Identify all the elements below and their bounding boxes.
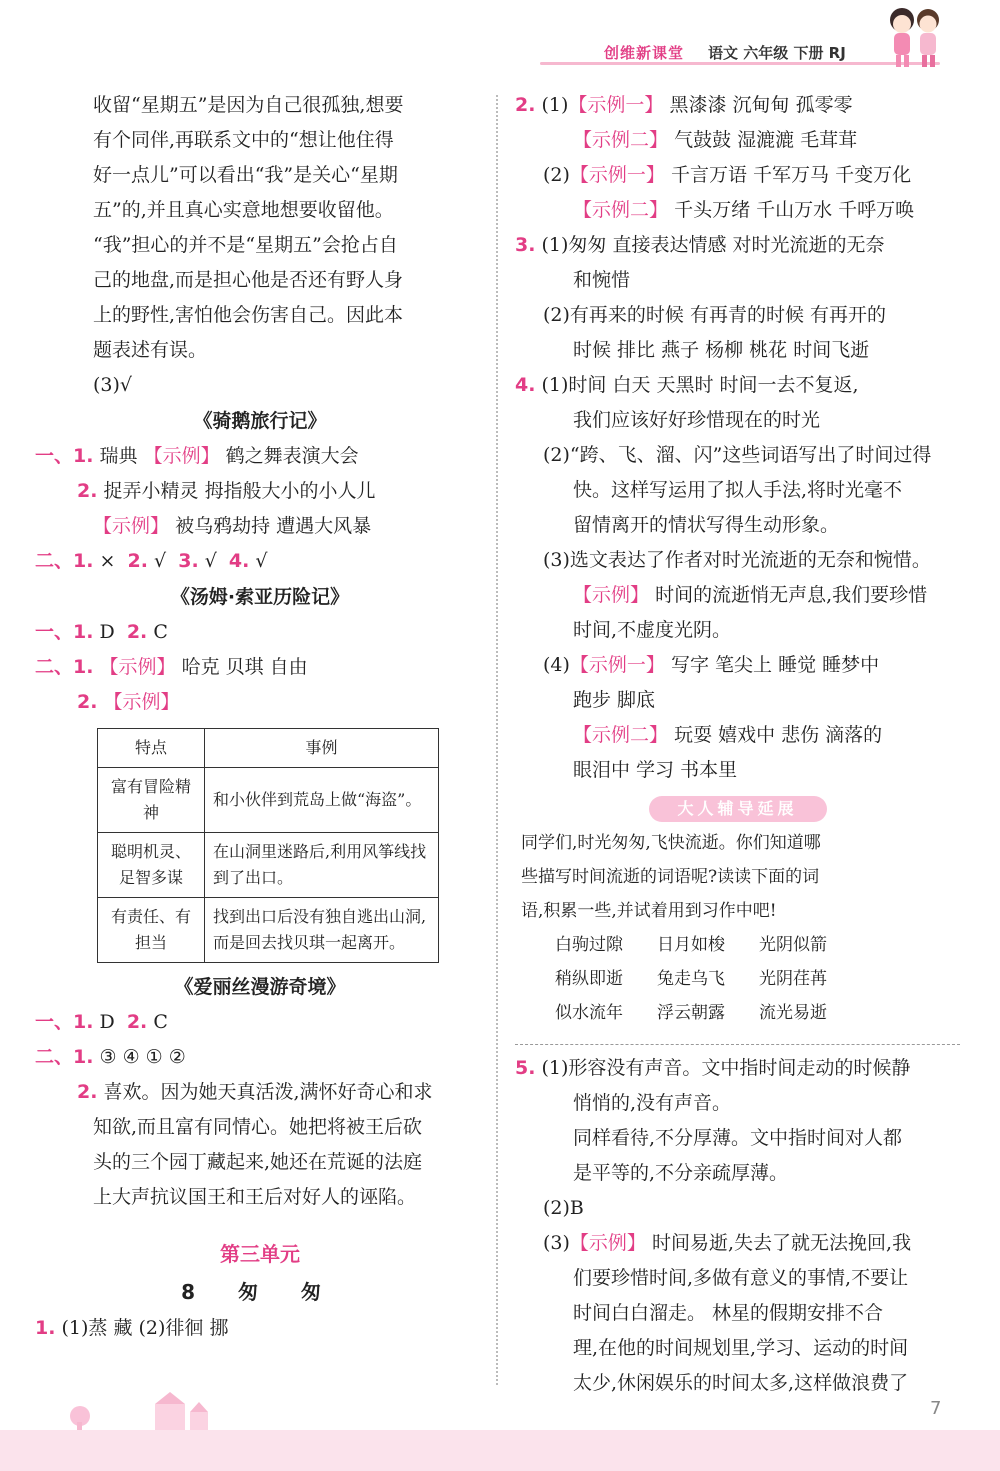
answer-line: 我们应该好好珍惜现在的时光 bbox=[573, 409, 821, 431]
answer-line bbox=[35, 1040, 485, 1075]
answer-text: (1)蒸 藏 (2)徘徊 挪 bbox=[61, 1317, 229, 1339]
answer-text: √ bbox=[204, 550, 217, 572]
answer-line bbox=[35, 474, 485, 509]
idiom-grid bbox=[515, 928, 960, 1030]
book-title: 《骑鹅旅行记》 bbox=[193, 410, 327, 432]
question-number: 一、1. bbox=[35, 445, 94, 467]
page-header bbox=[0, 0, 1000, 75]
answer-line: 时候 排比 燕子 杨柳 桃花 时间飞逝 bbox=[573, 339, 870, 361]
question-number: 二、1. bbox=[35, 656, 94, 678]
answer-line bbox=[35, 544, 485, 579]
question-number: 二、1. bbox=[35, 1046, 94, 1068]
answer-line: 眼泪中 学习 书本里 bbox=[573, 759, 738, 781]
table-row bbox=[98, 898, 439, 963]
right-column bbox=[515, 88, 960, 1401]
answer-line bbox=[515, 1051, 960, 1086]
question-number: 2. bbox=[77, 1081, 98, 1103]
answer-line bbox=[515, 88, 960, 123]
lesson-title: 8 匆 匆 bbox=[181, 1280, 339, 1304]
traits-table bbox=[97, 728, 439, 963]
answer-line: 时间,不虚度光阴。 bbox=[573, 619, 732, 641]
example-tag: 【示例】 bbox=[103, 691, 180, 713]
extension-text: 些描写时间流逝的词语呢?读读下面的词 bbox=[521, 867, 820, 887]
answer-text: 喜欢。因为她天真活泼,满怀好奇心和求 bbox=[103, 1081, 433, 1103]
table-header: 事例 bbox=[205, 729, 439, 768]
example-tag: 【示例一】 bbox=[568, 94, 664, 116]
answer-text: ③ ④ ① ② bbox=[99, 1046, 186, 1068]
answer-line bbox=[515, 648, 960, 683]
answer-line bbox=[35, 439, 485, 474]
example-tag: 【示例】 bbox=[573, 584, 650, 606]
answer-line: 上的野性,害怕他会伤害自己。因此本 bbox=[93, 304, 404, 326]
example-tag: 【示例】 bbox=[143, 445, 220, 467]
section-divider bbox=[515, 1044, 960, 1045]
example-tag: 【示例二】 bbox=[573, 724, 669, 746]
answer-text: (1)匆匆 直接表达情感 对时光流逝的无奈 bbox=[541, 234, 885, 256]
table-cell: 和小伙伴到荒岛上做“海盗”。 bbox=[205, 768, 439, 833]
answer-text: 时间的流逝悄无声息,我们要珍惜 bbox=[655, 584, 928, 606]
answer-line bbox=[35, 685, 485, 720]
answer-text: (2) bbox=[543, 164, 570, 186]
answer-text: 哈克 贝琪 自由 bbox=[181, 656, 308, 678]
question-number: 2. bbox=[77, 480, 98, 502]
question-number: 3. bbox=[178, 550, 199, 572]
answer-text: √ bbox=[255, 550, 268, 572]
answer-line bbox=[515, 193, 960, 228]
question-number: 二、1. bbox=[35, 550, 94, 572]
answer-line bbox=[515, 718, 960, 753]
answer-line: 是平等的,不分亲疏厚薄。 bbox=[573, 1162, 789, 1184]
answer-text: 玩耍 嬉戏中 悲伤 滴落的 bbox=[674, 724, 883, 746]
question-number: 一、1. bbox=[35, 1011, 94, 1033]
answer-line bbox=[35, 615, 485, 650]
answer-text: C bbox=[153, 1011, 168, 1033]
question-number: 5. bbox=[515, 1057, 536, 1079]
cartoon-kids-icon bbox=[880, 0, 950, 72]
table-cell: 聪明机灵、足智多谋 bbox=[98, 833, 205, 898]
question-number: 3. bbox=[515, 234, 536, 256]
answer-line: 理,在他的时间规划里,学习、运动的时间 bbox=[573, 1337, 909, 1359]
example-tag: 【示例】 bbox=[569, 1232, 646, 1254]
answer-line bbox=[515, 1226, 960, 1261]
answer-line: (2)“跨、飞、溜、闪”这些词语写出了时间过得 bbox=[543, 444, 932, 466]
example-tag: 【示例】 bbox=[99, 656, 176, 678]
answer-text: (1)形容没有声音。文中指时间走动的时候静 bbox=[541, 1057, 911, 1079]
book-title: 《爱丽丝漫游奇境》 bbox=[174, 976, 346, 998]
subject-label: 语文 六年级 下册 RJ bbox=[708, 44, 846, 62]
question-number: 2. bbox=[126, 621, 148, 643]
table-cell: 富有冒险精神 bbox=[98, 768, 205, 833]
answer-line: 题表述有误。 bbox=[93, 339, 208, 361]
answer-text: 千言万语 千军万马 千变万化 bbox=[670, 164, 912, 186]
answer-line: (3)√ bbox=[93, 374, 133, 396]
idiom: 流光易逝 bbox=[759, 1003, 827, 1023]
extension-text: 同学们,时光匆匆,飞快流逝。你们知道哪 bbox=[521, 833, 821, 853]
idiom: 似水流年 bbox=[555, 1003, 623, 1023]
table-row bbox=[98, 729, 439, 768]
idiom: 浮云朝露 bbox=[657, 1003, 725, 1023]
unit-title: 第三单元 bbox=[220, 1242, 300, 1266]
answer-text: 千头万绪 千山万水 千呼万唤 bbox=[674, 199, 915, 221]
answer-line: (2)B bbox=[543, 1197, 584, 1219]
answer-text: (3) bbox=[543, 1232, 570, 1254]
answer-line: 留情离开的情状写得生动形象。 bbox=[573, 514, 840, 536]
brand-title: 创维新课堂 bbox=[604, 44, 685, 62]
answer-text: D bbox=[99, 1011, 115, 1033]
column-divider bbox=[496, 95, 498, 1385]
answer-line: 己的地盘,而是担心他是否还有野人身 bbox=[93, 269, 404, 291]
answer-text: (1)时间 白天 天黑时 时间一去不复返, bbox=[541, 374, 859, 396]
page-number: 7 bbox=[930, 1398, 942, 1419]
answer-line: 有个同伴,再联系文中的“想让他住得 bbox=[93, 129, 394, 151]
idiom: 兔走乌飞 bbox=[657, 969, 725, 989]
answer-line: 快。这样写运用了拟人手法,将时光毫不 bbox=[573, 479, 903, 501]
table-cell: 在山洞里迷路后,利用风筝线找到了出口。 bbox=[205, 833, 439, 898]
answer-line bbox=[515, 123, 960, 158]
answer-text: 写字 笔尖上 睡觉 睡梦中 bbox=[670, 654, 880, 676]
answer-line bbox=[35, 509, 485, 544]
question-number: 2. bbox=[127, 550, 148, 572]
castle-decoration-icon bbox=[60, 1392, 220, 1432]
answer-text: C bbox=[153, 621, 168, 643]
answer-text: 瑞典 bbox=[99, 445, 138, 467]
example-tag: 【示例二】 bbox=[573, 199, 669, 221]
idiom: 光阴荏苒 bbox=[759, 969, 827, 989]
answer-text: 气鼓鼓 湿漉漉 毛茸茸 bbox=[674, 129, 858, 151]
extension-text: 语,积累一些,并试着用到习作中吧! bbox=[521, 901, 777, 921]
idiom: 日月如梭 bbox=[657, 935, 725, 955]
answer-text: (4) bbox=[543, 654, 570, 676]
answer-text: 时间易逝,失去了就无法挽回,我 bbox=[651, 1232, 912, 1254]
answer-line bbox=[35, 1311, 485, 1346]
answer-line bbox=[515, 578, 960, 613]
table-row bbox=[98, 833, 439, 898]
answer-line: 同样看待,不分厚薄。文中指时间对人都 bbox=[573, 1127, 903, 1149]
answer-line: “我”担心的并不是“星期五”会抢占自 bbox=[93, 234, 398, 256]
answer-line bbox=[515, 228, 960, 263]
answer-line: 知欲,而且富有同情心。她把将被王后砍 bbox=[93, 1116, 423, 1138]
answer-line: 太少,休闲娱乐的时间太多,这样做浪费了 bbox=[573, 1372, 909, 1394]
answer-line: 悄悄的,没有声音。 bbox=[573, 1092, 732, 1114]
answer-line bbox=[35, 1075, 485, 1110]
answer-text: × bbox=[99, 550, 116, 572]
table-header: 特点 bbox=[98, 729, 205, 768]
answer-line bbox=[515, 158, 960, 193]
question-number: 2. bbox=[77, 691, 98, 713]
idiom: 光阴似箭 bbox=[759, 935, 827, 955]
table-cell: 有责任、有担当 bbox=[98, 898, 205, 963]
extension-banner: 大人辅导延展 bbox=[649, 796, 827, 822]
answer-text: 鹤之舞表演大会 bbox=[225, 445, 359, 467]
page-footer-band bbox=[0, 1430, 1000, 1471]
answer-line: 头的三个园丁藏起来,她还在荒诞的法庭 bbox=[93, 1151, 423, 1173]
answer-line: 上大声抗议国王和王后对好人的诬陷。 bbox=[93, 1186, 417, 1208]
answer-text: 黑漆漆 沉甸甸 孤零零 bbox=[669, 94, 853, 116]
answer-line: 好一点儿”可以看出“我”是关心“星期 bbox=[93, 164, 398, 186]
answer-line: 时间白白溜走。 林星的假期安排不合 bbox=[573, 1302, 884, 1324]
answer-text: (1) bbox=[541, 94, 569, 116]
answer-text: √ bbox=[154, 550, 167, 572]
idiom: 白驹过隙 bbox=[555, 935, 623, 955]
question-number: 一、1. bbox=[35, 621, 94, 643]
answer-line bbox=[35, 1005, 485, 1040]
answer-line: 五”的,并且真心实意地想要收留他。 bbox=[93, 199, 394, 221]
answer-line bbox=[35, 650, 485, 685]
table-row bbox=[98, 768, 439, 833]
question-number: 2. bbox=[126, 1011, 148, 1033]
answer-text: 捉弄小精灵 拇指般大小的小人儿 bbox=[103, 480, 376, 502]
answer-line: 和惋惜 bbox=[573, 269, 631, 291]
table-cell: 找到出口后没有独自逃出山洞,而是回去找贝琪一起离开。 bbox=[205, 898, 439, 963]
question-number: 4. bbox=[515, 374, 536, 396]
example-tag: 【示例】 bbox=[93, 515, 170, 537]
answer-text: 被乌鸦劫持 遭遇大风暴 bbox=[175, 515, 372, 537]
answer-line: 收留“星期五”是因为自己很孤独,想要 bbox=[93, 94, 404, 116]
left-column bbox=[35, 88, 485, 1346]
question-number: 4. bbox=[228, 550, 250, 572]
answer-line: (2)有再来的时候 有再青的时候 有再开的 bbox=[543, 304, 886, 326]
question-number: 2. bbox=[515, 94, 536, 116]
idiom: 稍纵即逝 bbox=[555, 969, 623, 989]
example-tag: 【示例一】 bbox=[569, 654, 665, 676]
answer-text: D bbox=[99, 621, 115, 643]
example-tag: 【示例二】 bbox=[573, 129, 669, 151]
book-title: 《汤姆·索亚历险记》 bbox=[170, 586, 350, 608]
answer-line: 们要珍惜时间,多做有意义的事情,不要让 bbox=[573, 1267, 909, 1289]
answer-line bbox=[515, 368, 960, 403]
question-number: 1. bbox=[35, 1317, 56, 1339]
example-tag: 【示例一】 bbox=[569, 164, 665, 186]
answer-line: (3)选文表达了作者对时光流逝的无奈和惋惜。 bbox=[543, 549, 931, 571]
answer-line: 跑步 脚底 bbox=[573, 689, 656, 711]
